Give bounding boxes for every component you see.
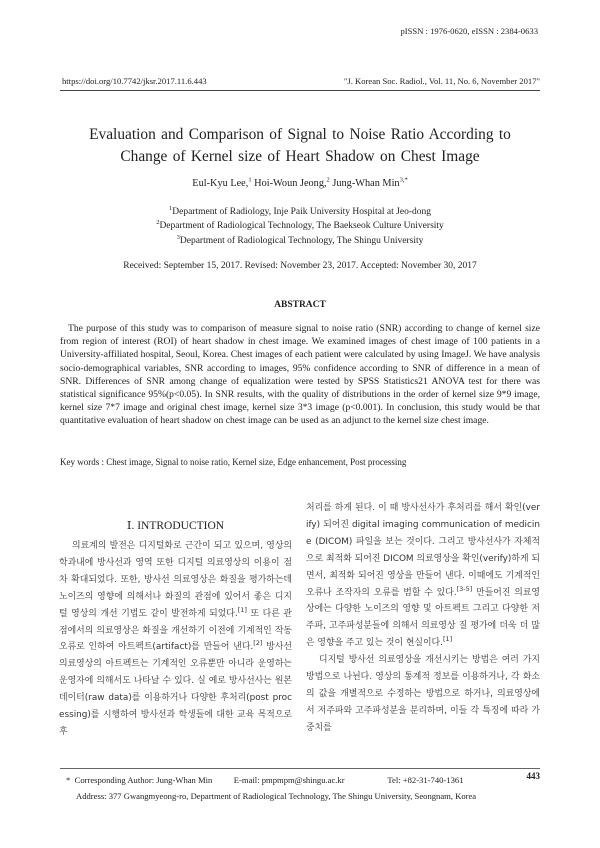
author-3-sup: 3,*	[399, 176, 408, 184]
author-address: Address: 377 Gwangmyeong-ro, Department of Radiological Technology, The Shingu University, Seongnam, Korea	[76, 791, 477, 801]
author-2-sup: 2	[326, 176, 330, 184]
section-heading-introduction: Ⅰ. INTRODUCTION	[126, 520, 225, 532]
journal-citation: "J. Korean Soc. Radiol., Vol. 11, No. 6, November 2017"	[343, 76, 540, 86]
intro-paragraph-2: 디지털 방사선 의료영상을 개선시키는 방법은 여러 가지 방법으로 나뉜다. 영상의 통계적 정보를 이용하거나, 각 화소의 값을 개별적으로 수정하는 방법으로 하거나, 의료영상에서 저주파와 고주파성분을 분리하며, 이들 각 특징에 따라 가중치를	[306, 655, 540, 733]
header-divider	[60, 90, 540, 91]
author-2: Hoi-Woun Jeong,	[254, 178, 327, 189]
citation-ref: [3-5]	[456, 584, 473, 593]
paper-title	[60, 124, 540, 168]
left-column	[59, 518, 292, 741]
title-line-1: Evaluation and Comparison of Signal to Noise Ratio According to	[89, 126, 511, 143]
author-3: Jung-Whan Min	[332, 178, 400, 189]
citation-ref: [1]	[442, 635, 453, 644]
footer-divider	[60, 768, 540, 769]
citation-ref: [1]	[237, 605, 247, 614]
title-line-2: Change of Kernel size of Heart Shadow on Chest Image	[120, 148, 480, 165]
author-1: Eul-Kyu Lee,	[192, 178, 249, 189]
affiliation-3: $^3$Department of Radiological Technology, The Shingu University	[176, 233, 424, 246]
intro-paragraph-1-cont: 처리를 하게 된다. 이 때 방사선사가 후처리를 해서 확인(verify) 되어진 digital imaging communication of medicine (DICOM) 파일을 보는 것이다. 그리고 방사선사가 자체적으로 최적화 되어진 DICOM 의료영상을 확인(verify)하게 되면서, 최적화 되어진 영상을 만들어 낸다. 이때에도 기계적인 오류나 조작자의 오류를 범할 수 있다.[3-5] 만들어진 의료영상에는 다양한 노이즈의 영향 및 아트펙트 그리고 다양한 저주파, 고주파성분들에 의해서 의료영상 질 평가에 더욱 더 많은 영향을 주고 있는 것이 현실이다.[1]	[306, 503, 540, 649]
affiliation-list	[60, 205, 540, 248]
author-list	[60, 178, 540, 189]
doi-link[interactable]: https://doi.org/10.7742/jksr.2017.11.6.443	[62, 76, 207, 86]
page-number: 443	[526, 771, 540, 781]
citation-ref: [2]	[253, 639, 263, 648]
author-1-sup: 1	[248, 176, 252, 184]
intro-paragraph-1: 의료계의 발전은 디지털화로 근간이 되고 있으며, 영상의학과내에 방사선과 영역 또한 디지털 의료영상의 이용이 점차 확대되었다. 또한, 방사선 의료영상은 화질을 평가하는데 노이즈의 영향에 의해서나 화질의 관점에 있어서 좋은 디지털 영상의 개선 기법도 같이 발전하게 되었다.[1] 또 다른 관점에서의 의료영상은 화질을 개선하기 이전에 기계적인 작동오류로 인하여 아트펙트(artifact)를 만들어 낸다.[2] 방사선 의료영상의 아트펙트는 기계적인 오류뿐만 아니라 운영하는 운영자에 의해서도 나타날 수 있다. 실 예로 방사선사는 원본데이터(raw data)를 이용하거나 다양한 후처리(post processing)를 시행하여 방사선과 학생들에 대한 교육 목적으로 후	[59, 541, 292, 737]
received-dates: Received: September 15, 2017. Revised: November 23, 2017. Accepted: November 30, 2017	[123, 261, 477, 271]
right-column	[306, 500, 540, 737]
corresponding-author: * Corresponding Author: Jung-Whan Min E-mail: pmpmpm@shingu.ac.kr Tel: +82-31-740-1361	[66, 775, 464, 785]
affiliation-2: $^2$Department of Radiological Technology, The Baekseok Culture University	[156, 219, 444, 232]
abstract-body: The purpose of this study was to comparison of measure signal to noise ratio (SNR) according to change of kernel size from region of interest (ROI) of heart shadow in chest image. We examined images of chest image of 100 patients in a University-affiliated hospital, Seoul, Korea. Chest images of each patient were calculated by using ImageJ. We have analysis socio-demographical variables, SNR according to images, 95% confidence according to SNR of difference in a mean of SNR. Differences of SNR among change of equalization were tested by SPSS Statistics21 ANOVA test for there was statistical significance 95%(p<0.05). In SNR results, with the quality of distributions in the order of kernel size 9*9 image, kernel size 7*7 image and original chest image, kernel size 3*3 image (p<0.001). In conclusion, this study would be that quantitative evaluation of heart shadow on chest image can be used as an adjunct to the kernel size chest image.	[60, 323, 540, 427]
issn-line: pISSN : 1976-0620, eISSN : 2384-0633	[400, 26, 538, 36]
keywords: Key words : Chest image, Signal to noise ratio, Kernel size, Edge enhancement, Post processing	[60, 457, 407, 467]
affiliation-1: $^1$Department of Radiology, Inje Paik University Hospital at Jeo-dong	[169, 204, 431, 217]
abstract-heading: ABSTRACT	[274, 300, 326, 310]
